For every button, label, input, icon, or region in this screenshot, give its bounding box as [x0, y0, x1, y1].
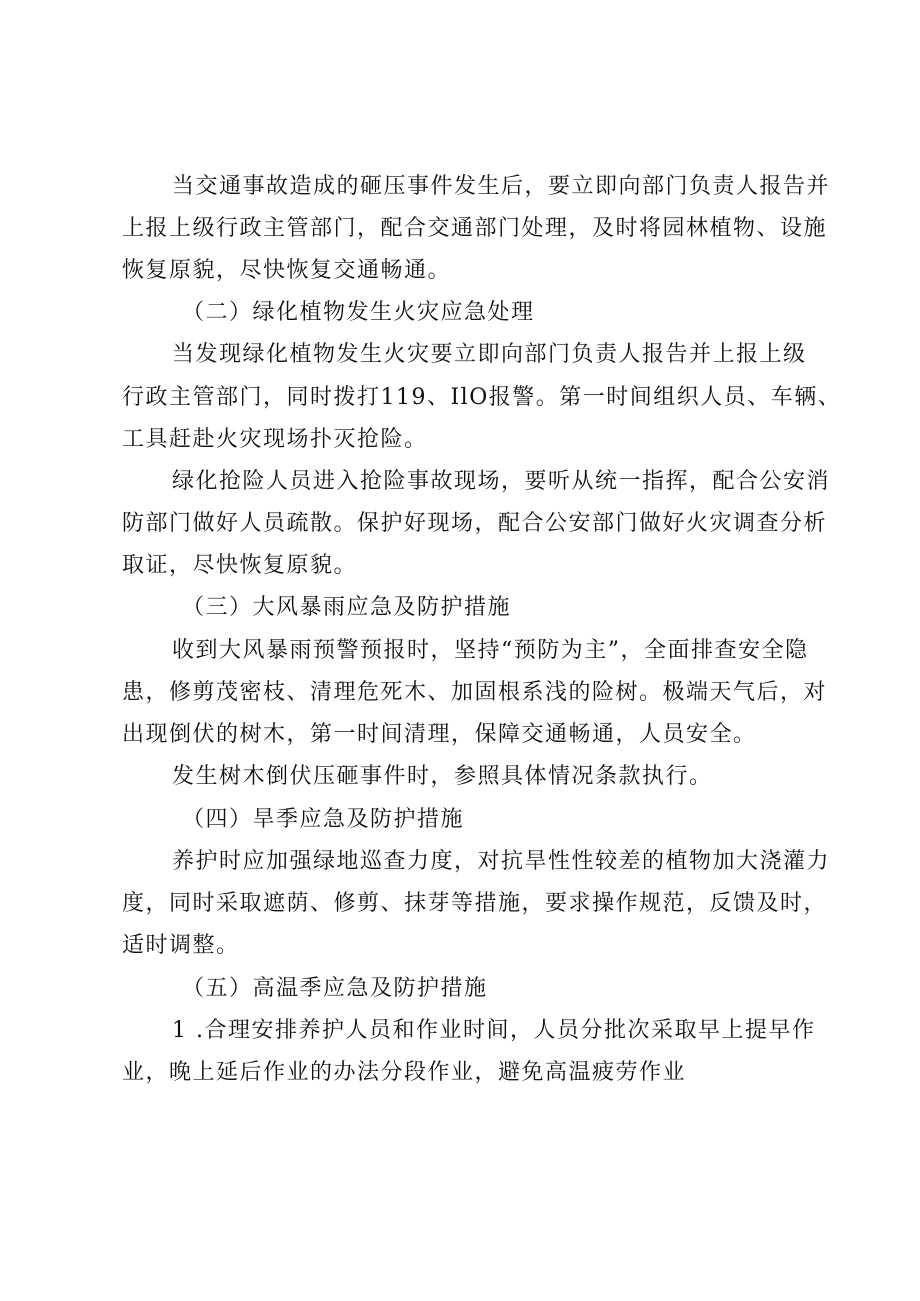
paragraph-line: 养护时应加强绿地巡查力度，对抗旱性性较差的植物加大浇灌力 — [172, 849, 831, 874]
paragraph-line: 发生树木倒伏压砸事件时，参照具体情况条款执行。 — [172, 764, 713, 789]
paragraph-line: 出现倒伏的树木，第一时间清理，保障交通畅通，人员安全。 — [122, 722, 757, 747]
section-heading: （二）绿化植物发生火灾应急处理 — [182, 300, 535, 325]
paragraph-line: 绿化抢险人员进入抢险事故现场，要听从统一指挥，配合公安消 — [172, 469, 831, 494]
paragraph-line: 行政主管部门，同时拨打119、IlO报警。第一时间组织人员、车辆、 — [122, 385, 842, 410]
paragraph-line: 度，同时采取遮荫、修剪、抹芽等措施，要求操作规范，反馈及时， — [122, 891, 828, 916]
section-heading: （五）高温季应急及防护措施 — [182, 976, 488, 1001]
paragraph-line: 适时调整。 — [122, 933, 240, 958]
paragraph-line: 取证，尽快恢复原貌。 — [122, 553, 358, 578]
paragraph-line: 防部门做好人员疏散。保护好现场，配合公安部门做好火灾调查分析 — [122, 511, 828, 536]
paragraph-line: 1 .合理安排养护人员和作业时间，人员分批次采取早上提早作 — [172, 1018, 816, 1043]
paragraph-line: 当发现绿化植物发生火灾要立即向部门负责人报告并上报上级 — [172, 342, 807, 367]
paragraph-line: 患，修剪茂密枝、清理危死木、加固根系浅的险树。极端天气后，对 — [122, 680, 828, 705]
paragraph-line: 收到大风暴雨预警预报时，坚持“预防为主”，全面排查安全隐 — [172, 638, 809, 663]
section-heading: （三）大风暴雨应急及防护措施 — [182, 595, 512, 620]
paragraph-line: 恢复原貌，尽快恢复交通畅通。 — [122, 258, 452, 283]
section-heading: （四）旱季应急及防护措施 — [182, 807, 465, 832]
paragraph-line: 上报上级行政主管部门，配合交通部门处理，及时将园林植物、设施 — [122, 216, 828, 241]
paragraph-line: 当交通事故造成的砸压事件发生后，要立即向部门负责人报告并 — [172, 174, 831, 199]
paragraph-line: 工具赶赴火灾现场扑灭抢险。 — [122, 427, 428, 452]
paragraph-line: 业，晚上延后作业的办法分段作业，避免高温疲劳作业 — [122, 1060, 687, 1085]
